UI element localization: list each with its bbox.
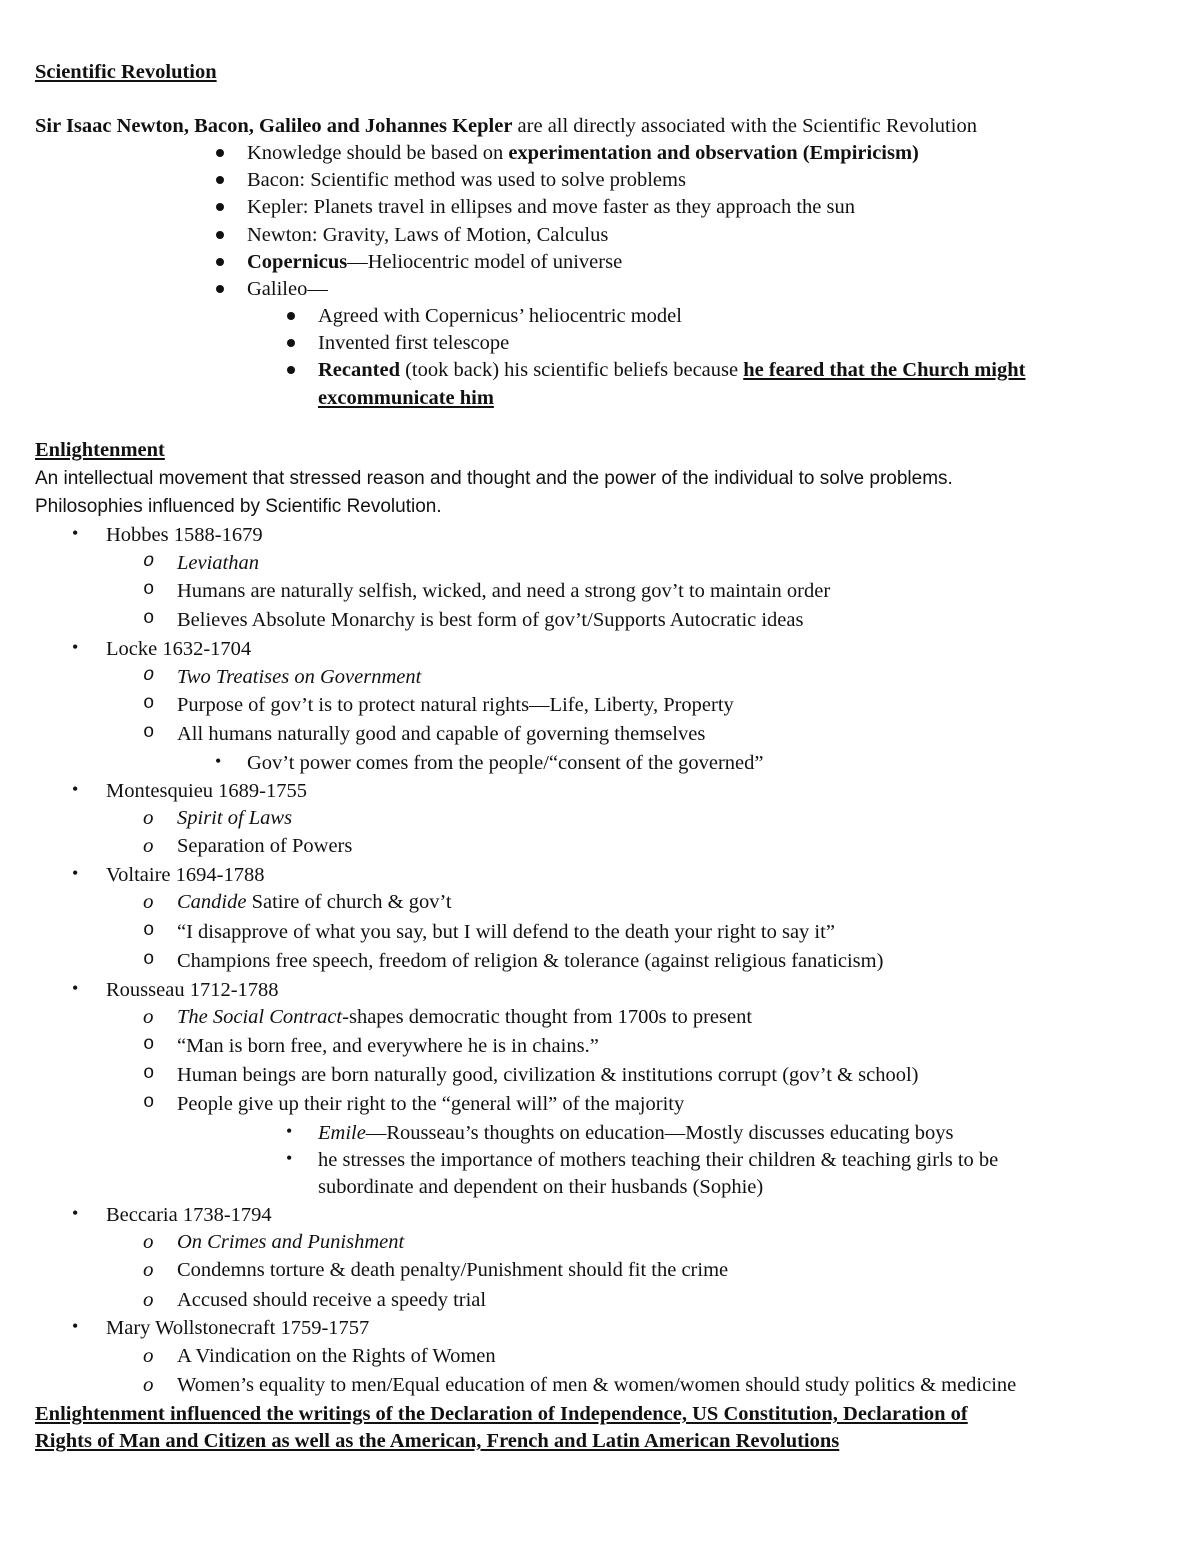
locke-subpoint: • Gov’t power comes from the people/“consent of the governed” [247, 753, 764, 774]
rousseau-work-desc: -shapes democratic thought from 1700s to present [342, 1006, 753, 1028]
rousseau-work-title: The Social Contract [177, 1006, 343, 1028]
copernicus-label: Copernicus [247, 251, 348, 273]
rousseau-mothers: • he stresses the importance of mothers teaching their children & teaching girls to be [318, 1150, 998, 1171]
bullet-copernicus [247, 252, 622, 273]
wollstonecraft-point-1: o Women’s equality to men/Equal education of men & women/women should study politics & medicine [177, 1375, 1016, 1396]
rousseau-mothers-cont: subordinate and dependent on their husbands (Sophie) [318, 1176, 764, 1198]
voltaire-work-title: Candide [177, 891, 247, 913]
conclusion-line-2: Rights of Man and Citizen as well as the American, French and Latin American Revolutions [35, 1430, 840, 1452]
enlightenment-influence: Philosophies influenced by Scientific Revolution. [35, 496, 442, 517]
recanted-reason-cont: excommunicate him [318, 387, 494, 409]
philosopher-montesquieu: • Montesquieu 1689-1755 [106, 781, 307, 802]
philosopher-locke: • Locke 1632-1704 [106, 639, 251, 660]
emile-desc: —Rousseau’s thoughts on education—Mostly discusses educating boys [365, 1122, 954, 1144]
hobbes-work: o Leviathan [177, 553, 259, 574]
intro-paragraph [35, 116, 977, 137]
montesquieu-point-1: o Separation of Powers [177, 836, 352, 857]
rousseau-point-1: o “Man is born free, and everywhere he is in chains.” [177, 1036, 599, 1057]
enlightenment-definition: An intellectual movement that stressed reason and thought and the power of the individual to solve problems. [35, 468, 953, 489]
voltaire-point-1: o “I disapprove of what you say, but I will defend to the death your right to say it” [177, 922, 835, 943]
galileo-agreed: Agreed with Copernicus’ heliocentric model [318, 305, 682, 327]
conclusion-line-1: Enlightenment influenced the writings of the Declaration of Independence, US Constitution, Declaration of [35, 1403, 968, 1425]
locke-point-2: o All humans naturally good and capable of governing themselves [177, 724, 705, 745]
philosopher-wollstonecraft: • Mary Wollstonecraft 1759-1757 [106, 1318, 369, 1339]
locke-point-1: o Purpose of gov’t is to protect natural rights—Life, Liberty, Property [177, 695, 734, 716]
voltaire-work-desc: Satire of church & gov’t [246, 891, 452, 913]
rousseau-point-2: o Human beings are born naturally good, civilization & institutions corrupt (gov’t & school) [177, 1065, 918, 1086]
philosopher-voltaire: • Voltaire 1694-1788 [106, 865, 264, 886]
rousseau-emile [318, 1123, 953, 1144]
recanted-text: (took back) his scientific beliefs because [399, 359, 744, 381]
wollstonecraft-work: o A Vindication on the Rights of Women [177, 1346, 496, 1367]
bullet-kepler: Kepler: Planets travel in ellipses and move faster as they approach the sun [247, 196, 855, 218]
intro-names: Sir Isaac Newton, Bacon, Galileo and Johannes Kepler [35, 115, 513, 137]
intro-text: are all directly associated with the Scientific Revolution [512, 115, 977, 137]
voltaire-work [177, 892, 452, 913]
recanted-reason: he feared that the Church might [743, 359, 1026, 381]
beccaria-point-1: o Condemns torture & death penalty/Punishment should fit the crime [177, 1260, 728, 1281]
section-title-enlightenment: Enlightenment [35, 439, 165, 461]
locke-work: o Two Treatises on Government [177, 667, 421, 688]
rousseau-point-3: o People give up their right to the “general will” of the majority [177, 1094, 684, 1115]
hobbes-point-1: o Humans are naturally selfish, wicked, and need a strong gov’t to maintain order [177, 581, 830, 602]
beccaria-work: o On Crimes and Punishment [177, 1232, 404, 1253]
galileo-recanted [318, 360, 1025, 381]
rousseau-work [177, 1007, 752, 1028]
recanted-label: Recanted [318, 359, 400, 381]
section-title-scientific-revolution: Scientific Revolution [35, 61, 217, 83]
voltaire-point-2: o Champions free speech, freedom of religion & tolerance (against religious fanaticism) [177, 951, 883, 972]
bullet-bacon: Bacon: Scientific method was used to solve problems [247, 169, 686, 191]
bullet-knowledge [247, 143, 919, 164]
philosopher-hobbes: • Hobbes 1588-1679 [106, 525, 263, 546]
beccaria-point-2: o Accused should receive a speedy trial [177, 1290, 486, 1311]
copernicus-text: —Heliocentric model of universe [347, 251, 623, 273]
montesquieu-work: o Spirit of Laws [177, 808, 292, 829]
bullet-newton: Newton: Gravity, Laws of Motion, Calculus [247, 224, 609, 246]
bullet-galileo: Galileo— [247, 278, 328, 300]
philosopher-rousseau: • Rousseau 1712-1788 [106, 980, 279, 1001]
galileo-telescope: Invented first telescope [318, 332, 510, 354]
bullet-knowledge-bold: experimentation and observation (Empiricism) [508, 142, 919, 164]
hobbes-point-2: o Believes Absolute Monarchy is best form of gov’t/Supports Autocratic ideas [177, 610, 803, 631]
philosopher-beccaria: • Beccaria 1738-1794 [106, 1205, 272, 1226]
bullet-knowledge-text: Knowledge should be based on [247, 142, 509, 164]
emile-title: Emile [318, 1122, 366, 1144]
